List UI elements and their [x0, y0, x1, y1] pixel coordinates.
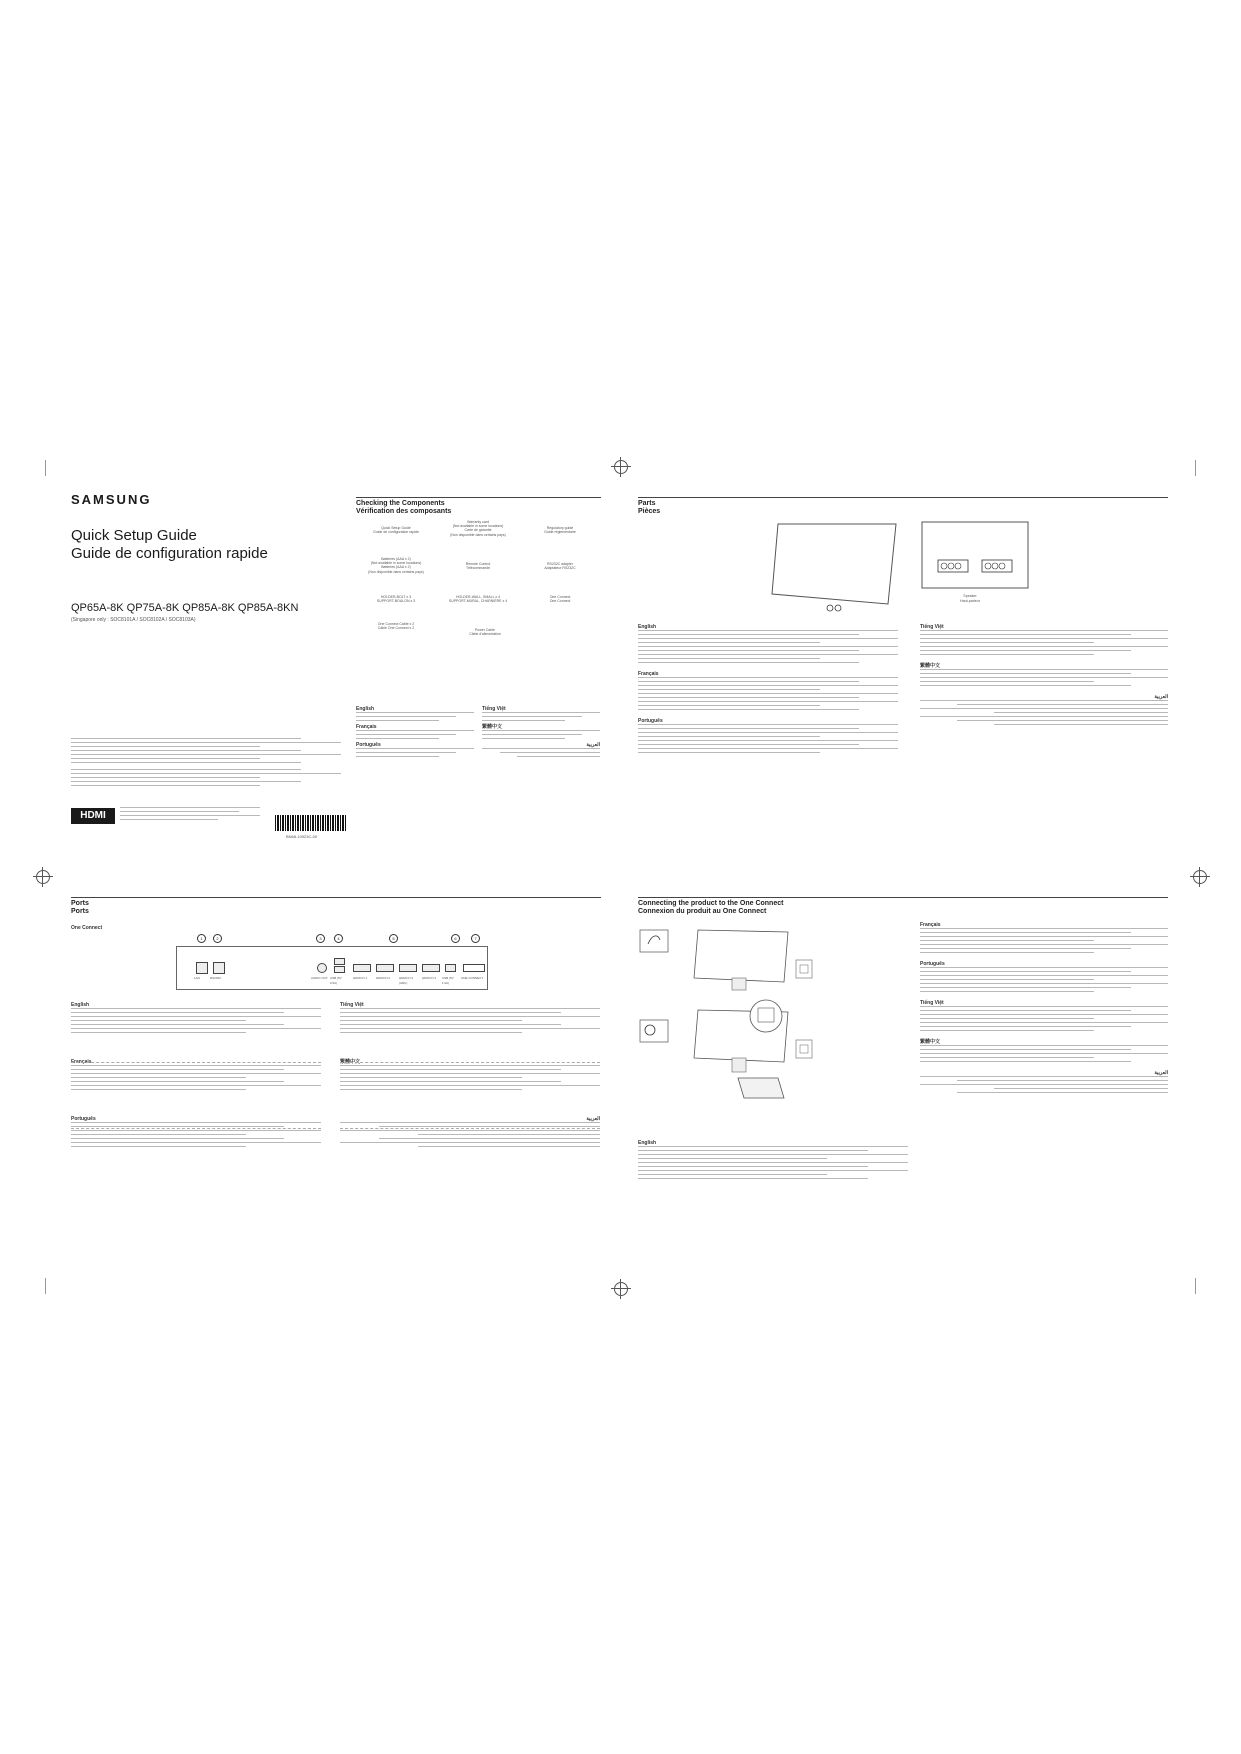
lan-port — [196, 962, 208, 974]
lang-heading: العربية — [586, 1116, 600, 1122]
parts-text-right — [920, 624, 1168, 728]
callout-2: 2 — [213, 934, 222, 943]
port-label: LAN — [194, 976, 200, 980]
component-item: Remote Control Télécommande — [465, 562, 491, 571]
ports-text-left — [71, 1002, 321, 1150]
lang-heading: 繁體中文 — [920, 1039, 941, 1045]
port-label: USB (5V 0.5A) — [330, 976, 342, 985]
ports-section — [71, 897, 601, 916]
brand-logo: SAMSUNG — [71, 492, 152, 507]
hdmi-port — [422, 964, 440, 972]
callout-4: 4 — [334, 934, 343, 943]
title-fr: Guide de configuration rapide — [71, 545, 268, 562]
lang-heading: Português — [356, 742, 381, 748]
lang-heading: Português — [920, 961, 945, 967]
model-list: QP65A-8K QP75A-8K QP85A-8K QP85A-8KN — [71, 602, 299, 614]
trim-mark — [45, 1278, 46, 1294]
lang-heading: Português — [71, 1116, 96, 1122]
tv-back-illustration — [920, 520, 1030, 592]
one-connect-port — [463, 964, 485, 972]
lang-heading: English — [638, 624, 657, 630]
component-item: One Connect One Connect — [549, 595, 571, 604]
cover-notes — [71, 738, 341, 789]
component-item: Warranty card (Not available in some locations) Carte de garantie (Non disponible dans certains pays) — [450, 520, 506, 537]
components-title-en: Checking the Components — [356, 500, 445, 507]
component-item: Power Cable Câble d'alimentation — [469, 628, 501, 637]
callout-6: 6 — [451, 934, 460, 943]
port-label: HDMI IN 1 — [353, 976, 368, 980]
callout-5: 5 — [389, 934, 398, 943]
usb-port — [334, 958, 345, 965]
connect-title-fr: Connexion du produit au One Connect — [638, 908, 767, 915]
lang-heading: English — [638, 1140, 657, 1146]
parts-title-en: Parts — [638, 500, 656, 507]
component-item: HOLDER-WALL, SMALL x 4 SUPPORT-MURAL, CHARNIÈRE x 4 — [448, 595, 508, 604]
lang-heading: Tiếng Việt — [920, 624, 944, 630]
registration-mark — [36, 870, 50, 884]
lang-heading: 繁體中文 — [920, 663, 941, 669]
hdmi-port — [376, 964, 394, 972]
connect-text-right — [920, 922, 1168, 1096]
connect-title-en: Connecting the product to the One Connect — [638, 900, 784, 907]
rs232c-port — [213, 962, 225, 974]
barcode — [275, 815, 347, 831]
components-section — [356, 497, 601, 516]
trim-mark — [1195, 1278, 1196, 1294]
port-label: ONE CONNECT — [461, 976, 484, 980]
model-sub: (Singapore only : SOC8101A / SOC8102A / SOC8103A) — [71, 617, 196, 623]
trim-mark — [45, 460, 46, 476]
lang-heading: Français — [356, 724, 377, 730]
component-item: One Connect Cable x 2 Câble One Connect x 2 — [377, 622, 415, 631]
connect-illustration — [638, 920, 818, 1140]
connect-section — [638, 897, 1168, 916]
ports-title-en: Ports — [71, 900, 89, 907]
components-title-fr: Vérification des composants — [356, 508, 452, 515]
lang-heading: English — [356, 706, 375, 712]
callout-1: 1 — [197, 934, 206, 943]
lang-heading: Français — [638, 671, 659, 677]
lang-heading: Português — [638, 718, 663, 724]
parts-text-left — [638, 624, 898, 756]
lang-heading: العربية — [586, 742, 600, 748]
speaker-label: Speaker Haut-parleur — [960, 594, 980, 603]
barcode-number: BN68-10923C-00 — [286, 834, 318, 839]
trim-mark — [1195, 460, 1196, 476]
title-en: Quick Setup Guide — [71, 527, 197, 544]
component-item: HOLDER-BOLT x 3 SUPPORT-BOULON x 3 — [376, 595, 416, 604]
hdmi-port — [353, 964, 371, 972]
registration-mark — [614, 1282, 628, 1296]
callout-3: 3 — [316, 934, 325, 943]
lang-heading: Français — [71, 1059, 92, 1065]
lang-heading: العربية — [1154, 1070, 1168, 1076]
ports-title-fr: Ports — [71, 908, 89, 915]
parts-section — [638, 497, 1168, 516]
port-label: HDMI IN 2 — [376, 976, 391, 980]
lang-heading: English — [71, 1002, 90, 1008]
usb-port — [445, 964, 456, 972]
lang-heading: العربية — [1154, 694, 1168, 700]
callout-7: 7 — [471, 934, 480, 943]
port-label: RS232C — [210, 976, 222, 980]
lang-heading: Tiếng Việt — [482, 706, 506, 712]
audio-out-port — [317, 963, 327, 973]
hdmi-logo: HDMI — [71, 808, 115, 824]
hdmi-port — [399, 964, 417, 972]
lang-heading: Français — [920, 922, 941, 928]
port-label: HDMI IN 3 (ARC) — [399, 976, 414, 985]
port-label: AUDIO OUT — [311, 976, 328, 980]
lang-heading: Tiếng Việt — [340, 1002, 364, 1008]
port-label: USB (5V 1.0A) — [442, 976, 454, 985]
component-item: Regulatory guide Guide réglementaire — [544, 526, 576, 535]
lang-heading: Tiếng Việt — [920, 1000, 944, 1006]
connect-text-left — [638, 1140, 908, 1182]
usb-port — [334, 966, 345, 973]
port-label: HDMI IN 4 — [422, 976, 437, 980]
lang-heading: 繁體中文 — [482, 724, 503, 730]
lang-heading: 繁體中文 — [340, 1059, 361, 1065]
parts-title-fr: Pièces — [638, 508, 661, 515]
component-item: Batteries (AAA x 2) (Not available in some locations) Batteries (AAA x 2) (Non disponible dans certains pays) — [368, 557, 424, 574]
tv-front-illustration — [770, 520, 900, 612]
hdmi-trademark-text — [120, 807, 260, 823]
component-item: Quick Setup Guide Guide de configuration rapide — [373, 526, 419, 535]
registration-mark — [614, 460, 628, 474]
component-item: RS232C adapter Adaptateur RS232C — [544, 562, 576, 571]
ports-subtitle: One Connect — [71, 925, 103, 931]
registration-mark — [1193, 870, 1207, 884]
ports-text-right — [340, 1002, 600, 1150]
